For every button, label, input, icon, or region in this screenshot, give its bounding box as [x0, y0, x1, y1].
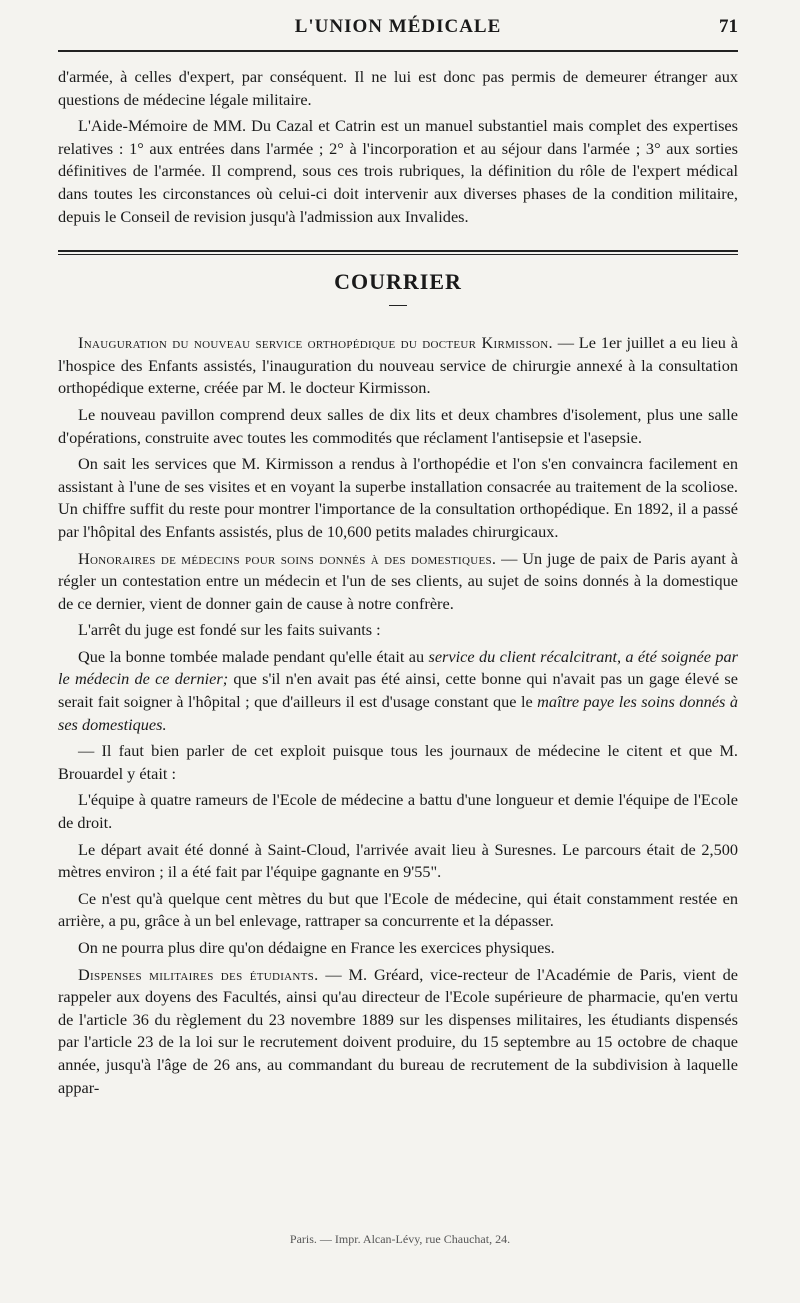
title-dash [389, 305, 407, 306]
ruling-italic-b: maître paye les soins donnés à ses domestiques. [58, 692, 738, 734]
ruling-italic-a: service du client récalcitrant, a été soignée par le médecin de ce dernier; [58, 646, 738, 689]
honoraires-paragraph-2: L'arrêt du juge est fondé sur les faits suivants : [78, 620, 381, 640]
rowing-paragraph-4: Ce n'est qu'à quelque cent mètres du but que l'Ecole de médecine, qui était constamment restée en arrière, a pu, grâce à un bel enlevage, rattraper sa concurrente et la dépasser. [58, 888, 738, 931]
page-number: 71 [719, 16, 738, 37]
journal-title: L'UNION MÉDICALE [294, 16, 502, 37]
honoraires-paragraph [58, 548, 738, 616]
rowing-paragraph-3: Le départ avait été donné à Saint-Cloud, l'arrivée avait lieu à Suresnes. Le parcours était de 2,500 mètres environ ; il a été fait par l'équipe gagnante en 9'55". [58, 839, 738, 882]
ruling-text-b: que s'il n'en avait pas été ainsi, cette bonne qui n'avait pas un gage élevé se serait fait soigner à l'hôpital ; que d'ailleurs il est d'usage constant que le [58, 669, 738, 712]
header-rule [58, 50, 738, 52]
honoraires-text: — Un juge de paix de Paris ayant à régler un contestation entre un médecin et l'un de ses clients, au sujet de soins donnés à la domestique de ce dernier, vient de donner gain de cause à notre confrère. [58, 548, 738, 613]
inauguration-paragraph-2: Le nouveau pavillon comprend deux salles de dix lits et deux chambres d'isolement, plus une salle d'opérations, construite avec toutes les commodités que réclament l'antisepsie et l'asepsie. [58, 404, 738, 447]
rowing-paragraph-1: — Il faut bien parler de cet exploit puisque tous les journaux de médecine le citent et que M. Brouardel y était : [58, 741, 738, 783]
ruling-text-a: Que la bonne tombée malade pendant qu'elle était au [78, 646, 429, 666]
inauguration-paragraph-3: On sait les services que M. Kirmisson a rendus à l'orthopédie et l'on s'en convaincra facilement en assistant à l'une de ses visites et en voyant la superbe installation consacrée au traitement de la scoliose. Un chiffre suffit du reste pour montrer l'importance de la consultation orthopédique. En 1892, il a passé par l'hôpital des Enfants assistés, plus de 10,600 petits malades chirurgicaux. [58, 454, 738, 541]
rowing-paragraph-2: L'équipe à quatre rameurs de l'Ecole de médecine a battu d'une longueur et demie l'équipe de l'Ecole de droit. [58, 790, 738, 833]
dispenses-paragraph [58, 964, 738, 1100]
printer-footer: Paris. — Impr. Alcan-Lévy, rue Chauchat, 24. [289, 1232, 511, 1246]
rowing-paragraph-5: On ne pourra plus dire qu'on dédaigne en France les exercices physiques. [78, 938, 555, 957]
intro-paragraph-2: L'Aide-Mémoire de MM. Du Cazal et Catrin est un manuel substantiel mais complet des expertises relatives : 1° aux entrées dans l'armée ; 2° à l'incorporation et au séjour dans l'armée ; 3° aux sorties définitives de l'armée. Il comprend, sous ces trois rubriques, la définition du rôle de l'expert médical dans toutes les circonstances où celui-ci doit intervenir aux diverses phases de la condition militaire, depuis le Conseil de revision jusqu'à l'admission aux Invalides. [58, 116, 738, 226]
section-title: COURRIER [334, 269, 462, 295]
inauguration-paragraph [58, 332, 738, 400]
dispenses-heading: Dispenses militaires des étudiants. [78, 964, 319, 984]
section-divider [58, 250, 738, 255]
intro-paragraph-1: d'armée, à celles d'expert, par conséquent. Il ne lui est donc pas permis de demeurer étranger aux questions de médecine légale militaire. [58, 67, 738, 109]
dispenses-text: — M. Gréard, vice-recteur de l'Académie de Paris, vient de rappeler aux doyens des Facultés, ainsi qu'au directeur de l'Ecole supérieure de pharmacie, qu'en vertu de l'article 36 du règlement du 23 novembre 1889 sur les dispenses militaires, les étudiants dispensés par l'article 23 de la loi sur le recrutement doivent produire, du 15 septembre au 15 octobre de chaque année, jusqu'à l'âge de 26 ans, au commandant du bureau de recrutement de la subdivision à laquelle appar- [58, 964, 739, 1097]
inauguration-text: — Le 1er juillet a eu lieu à l'hospice des Enfants assistés, l'inauguration du nouveau service de chirurgie annexé à la consultation orthopédique externe, créée par M. le docteur Kirmisson. [58, 333, 738, 398]
running-header [58, 0, 738, 46]
honoraires-paragraph-3 [58, 646, 738, 736]
inauguration-heading: Inauguration du nouveau service orthopédique du docteur Kirmisson. [78, 333, 553, 353]
honoraires-heading: Honoraires de médecins pour soins donnés à des domestiques. [78, 548, 497, 568]
